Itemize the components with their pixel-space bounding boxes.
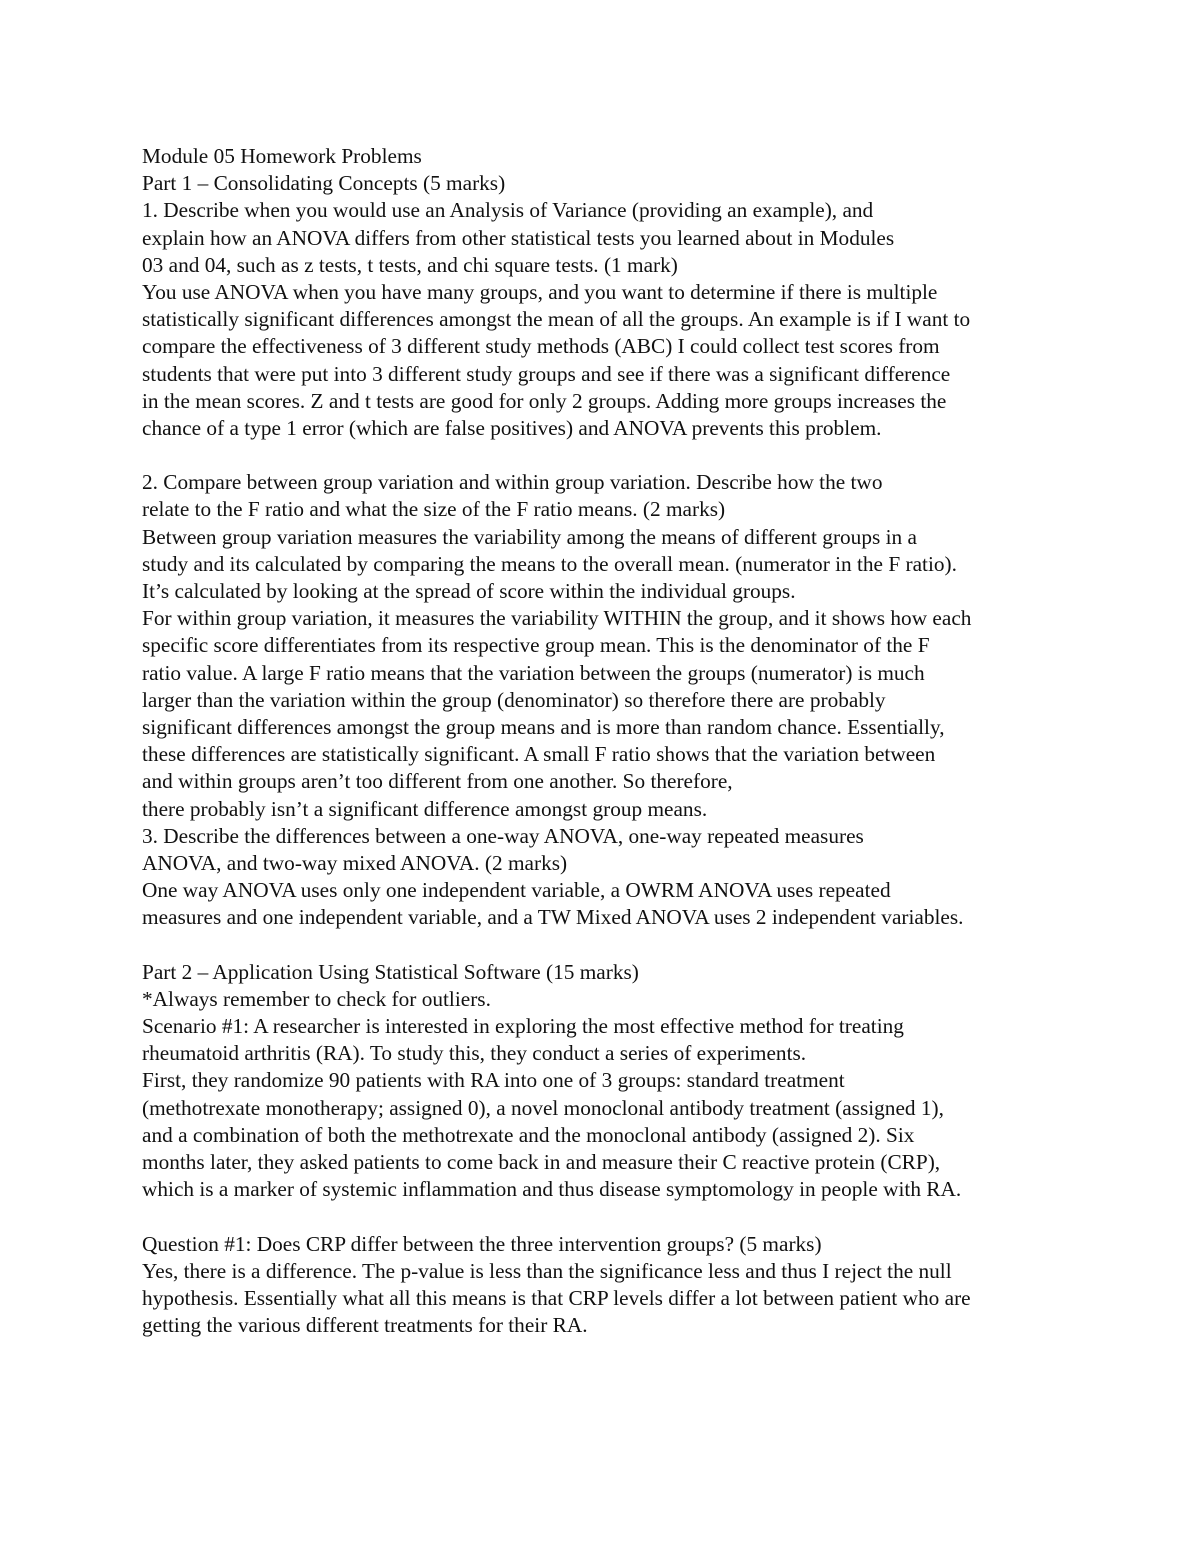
scenario-line: months later, they asked patients to come back in and measure their C reactive protein (CRP), (142, 1149, 941, 1174)
answer-line: You use ANOVA when you have many groups, and you want to determine if there is multiple (142, 279, 938, 304)
scenario-line: Scenario #1: A researcher is interested in exploring the most effective method for treating (142, 1014, 904, 1038)
document-body (142, 143, 1142, 1339)
answer-line: chance of a type 1 error (which are false positives) and ANOVA prevents this problem. (142, 415, 882, 440)
scenario-line: which is a marker of systemic inflammation and thus disease symptomology in people with RA. (142, 1177, 962, 1202)
answer-line: getting the various different treatments for their RA. (142, 1313, 588, 1338)
question-line: 3. Describe the differences between a one-way ANOVA, one-way repeated measures (142, 823, 864, 848)
answer-line: specific score differentiates from its respective group mean. This is the denominator of the F (142, 633, 930, 658)
answer-line: measures and one independent variable, and a TW Mixed ANOVA uses 2 independent variables. (142, 905, 964, 930)
question-line: ANOVA, and two-way mixed ANOVA. (2 marks) (142, 850, 568, 875)
spacer (142, 931, 1142, 958)
answer-3 (142, 877, 1142, 931)
answer-line: statistically significant differences amongst the mean of all the groups. An example is if I want to (142, 307, 971, 332)
part1-heading: Part 1 – Consolidating Concepts (5 marks) (142, 171, 506, 196)
answer-1 (142, 279, 1142, 442)
part2-answer-1 (142, 1258, 1142, 1340)
scenario-line: and a combination of both the methotrexate and the monoclonal antibody (assigned 2). Six (142, 1122, 915, 1147)
question-line: 1. Describe when you would use an Analysis of Variance (providing an example), and (142, 198, 874, 223)
answer-line: compare the effectiveness of 3 different study methods (ABC) I could collect test scores from (142, 334, 940, 359)
answer-line: larger than the variation within the group (denominator) so therefore there are probably (142, 687, 886, 712)
answer-line: significant differences amongst the group means and is more than random chance. Essentially, (142, 714, 945, 739)
question-line: 2. Compare between group variation and within group variation. Describe how the two (142, 470, 883, 495)
answer-line: One way ANOVA uses only one independent variable, a OWRM ANOVA uses repeated (142, 878, 891, 903)
question-line: relate to the F ratio and what the size of the F ratio means. (2 marks) (142, 497, 726, 522)
answer-line: these differences are statistically significant. A small F ratio shows that the variation between (142, 742, 936, 767)
spacer (142, 442, 1142, 469)
answer-line: It’s calculated by looking at the spread of score within the individual groups. (142, 579, 796, 603)
scenario-line: First, they randomize 90 patients with RA into one of 3 groups: standard treatment (142, 1068, 845, 1093)
question-2 (142, 469, 1142, 523)
question-1 (142, 197, 1142, 279)
answer-line: hypothesis. Essentially what all this means is that CRP levels differ a lot between patient who are (142, 1285, 971, 1310)
question-line: 03 and 04, such as z tests, t tests, and chi square tests. (1 mark) (142, 252, 678, 277)
question-line: explain how an ANOVA differs from other statistical tests you learned about in Modules (142, 225, 895, 250)
outlier-reminder: *Always remember to check for outliers. (142, 986, 491, 1011)
answer-line: students that were put into 3 different study groups and see if there was a significant difference (142, 361, 951, 386)
scenario-line: (methotrexate monotherapy; assigned 0), a novel monoclonal antibody treatment (assigned 1), (142, 1095, 944, 1120)
answer-line: there probably isn’t a significant difference amongst group means. (142, 796, 708, 821)
answer-line: in the mean scores. Z and t tests are good for only 2 groups. Adding more groups increases the (142, 388, 947, 413)
scenario-1 (142, 1013, 1142, 1203)
answer-2 (142, 524, 1142, 823)
part2-question-1: Question #1: Does CRP differ between the three intervention groups? (5 marks) (142, 1231, 822, 1256)
document-title: Module 05 Homework Problems (142, 144, 422, 168)
part2-heading: Part 2 – Application Using Statistical Software (15 marks) (142, 959, 639, 984)
scenario-line: rheumatoid arthritis (RA). To study this, they conduct a series of experiments. (142, 1041, 807, 1066)
answer-line: and within groups aren’t too different from one another. So therefore, (142, 769, 733, 794)
answer-line: Between group variation measures the variability among the means of different groups in a (142, 524, 917, 549)
answer-line: ratio value. A large F ratio means that the variation between the groups (numerator) is much (142, 660, 925, 685)
question-3 (142, 823, 1142, 877)
spacer (142, 1203, 1142, 1230)
answer-line: study and its calculated by comparing the means to the overall mean. (numerator in the F ratio). (142, 551, 957, 576)
answer-line: For within group variation, it measures the variability WITHIN the group, and it shows how each (142, 606, 972, 631)
answer-line: Yes, there is a difference. The p-value is less than the significance less and thus I reject the null (142, 1258, 952, 1283)
